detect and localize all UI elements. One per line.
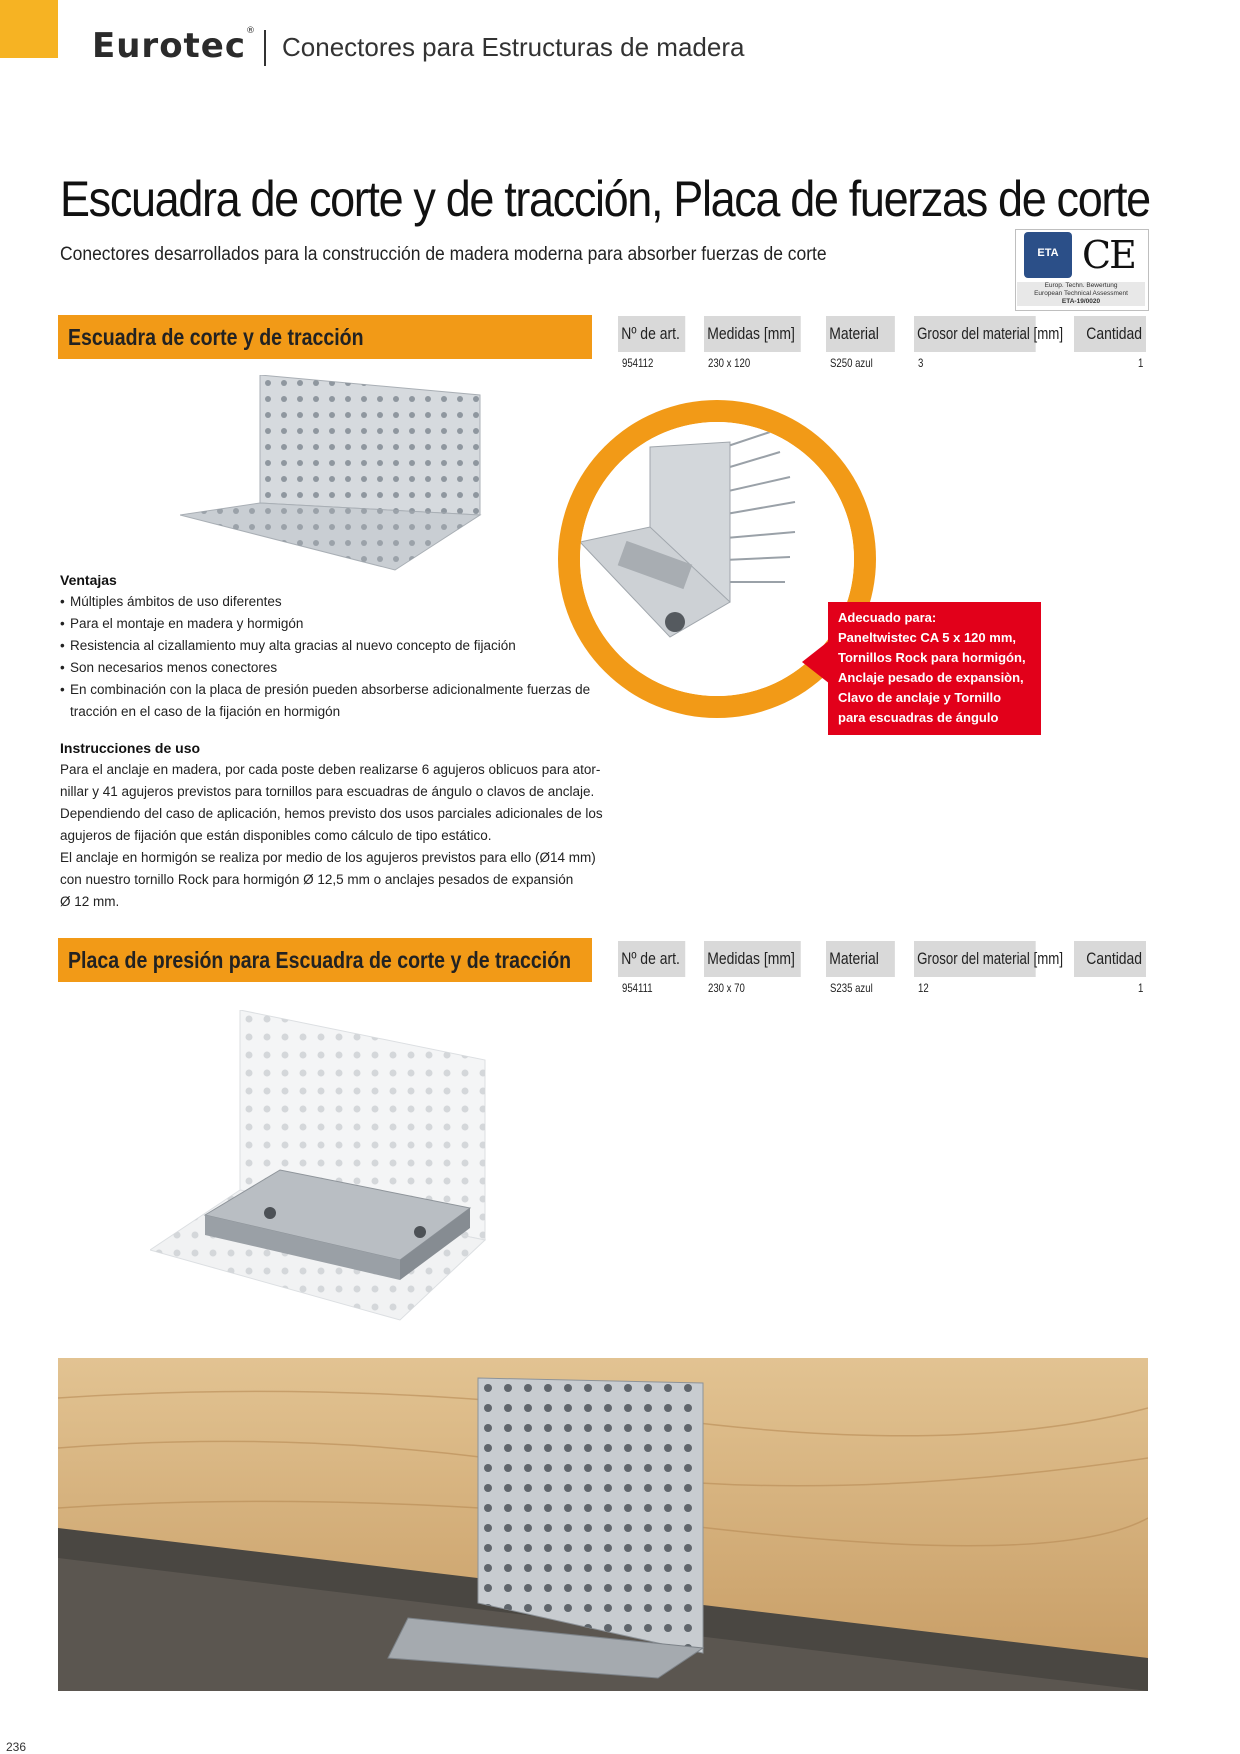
eta-logo-icon: ETA	[1024, 232, 1072, 278]
col-art-no: Nº de art.	[618, 941, 685, 977]
col-material: Material	[826, 941, 895, 977]
col-thickness: Grosor del material [mm]	[914, 316, 1036, 352]
eta-caption: Europ. Techn. Bewertung European Technical Assessment ETA-19/0020	[1017, 282, 1145, 306]
list-item: • Múltiples ámbitos de uso diferentes	[60, 591, 600, 613]
section-title: Conectores para Estructuras de madera	[282, 32, 745, 62]
bolt-hole-icon	[264, 1207, 276, 1219]
ce-mark-icon: CE	[1082, 233, 1135, 277]
brand-logo: Eurotec®	[92, 26, 257, 66]
corner-tab	[0, 0, 58, 58]
header-divider	[264, 30, 266, 66]
table-row: 954111 230 x 70 S235 azul 12 1	[622, 981, 1144, 995]
col-thickness: Grosor del material [mm]	[914, 941, 1036, 977]
product2-spec-table	[618, 941, 1146, 995]
list-item: • Son necesarios menos conectores	[60, 657, 600, 679]
table-header-row	[618, 316, 1146, 352]
list-item: • Para el montaje en madera y hormigón	[60, 613, 600, 635]
col-quantity: Cantidad	[1074, 941, 1146, 977]
col-dimensions: Medidas [mm]	[704, 941, 801, 977]
page-number: 236	[6, 1740, 27, 1754]
col-material: Material	[826, 316, 895, 352]
bolt-hole-icon	[414, 1226, 426, 1238]
pressure-plate-image	[150, 1010, 490, 1330]
suitable-for-callout: Adecuado para: Paneltwistec CA 5 x 120 mm, Tornillos Rock para hormigón, Anclaje pesado de expansiòn, Clavo de anclaje y Tornillo para escuadras de ángulo	[828, 602, 1041, 735]
list-item: • En combinación con la placa de presión pueden absorberse adicionalmente fuerzas de tracción en el caso de la fijación en hormigón	[60, 679, 600, 723]
installation-photo	[58, 1358, 1148, 1691]
col-art-no: Nº de art.	[618, 316, 685, 352]
product1-heading: Escuadra de corte y de tracción	[68, 324, 364, 350]
table-row: 954112 230 x 120 S250 azul 3 1	[622, 356, 1144, 370]
product2-heading-bar	[58, 938, 592, 982]
advantages-list	[60, 591, 600, 723]
page-subtitle: Conectores desarrollados para la construcción de madera moderna para absorber fuerzas de corte	[60, 244, 827, 265]
list-item: • Resistencia al cizallamiento muy alta gracias al nuevo concepto de fijación	[60, 635, 600, 657]
product1-spec-table	[618, 316, 1146, 370]
col-quantity: Cantidad	[1074, 316, 1146, 352]
page-title: Escuadra de corte y de tracción, Placa de fuerzas de corte	[60, 171, 1150, 227]
table-header-row	[618, 941, 1146, 977]
callout-arrow-icon	[802, 640, 830, 684]
instructions-heading: Instrucciones de uso	[60, 740, 201, 756]
instructions-text: Para el anclaje en madera, por cada poste deben realizarse 6 agujeros oblicuos para ator- nillar y 41 agujeros previstos para tornillos para escuadras de ángulo o clavos de anclaje. Dependiendo del caso de aplicación, hemos previsto dos usos parciales adicionales de los agujeros de fijación que están disponibles como cálculo de tipo estático. El anclaje en hormigón se realiza por medio de los agujeros previstos para ello (Ø14 mm) con nuestro tornillo Rock para hormigón Ø 12,5 mm o anclajes pesados de expansión Ø 12 mm.	[60, 762, 603, 909]
product1-heading-bar	[58, 315, 592, 359]
col-dimensions: Medidas [mm]	[704, 316, 801, 352]
product2-heading: Placa de presión para Escuadra de corte y de tracción	[68, 947, 572, 973]
shear-angle-bracket-image	[180, 375, 500, 575]
advantages-heading: Ventajas	[60, 572, 117, 588]
